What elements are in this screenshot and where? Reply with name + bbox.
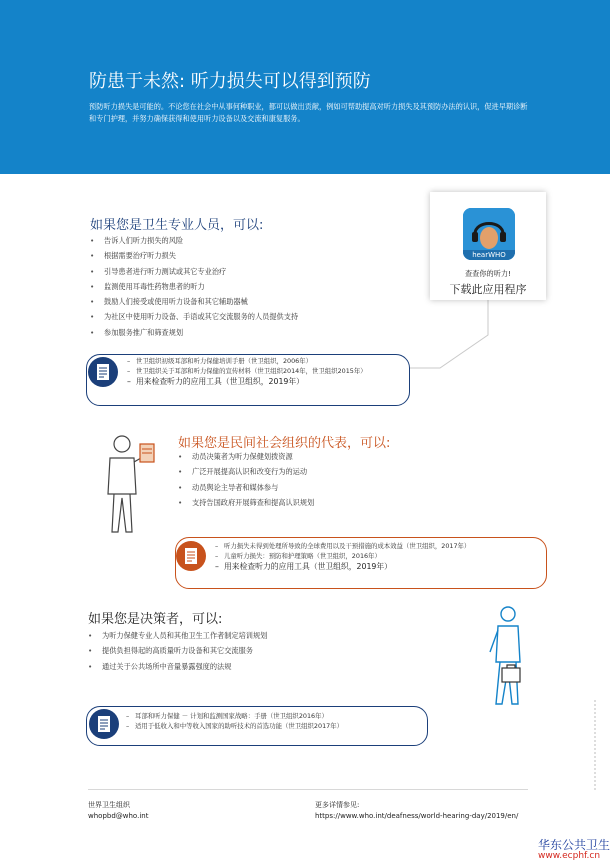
- app-promo-line2[interactable]: 下载此应用程序: [449, 283, 527, 296]
- resource-link[interactable]: – 耳部和听力保健 － 计划和监测国家战略：手册（世卫组织2016年）: [126, 712, 416, 722]
- footer-divider: [88, 789, 528, 790]
- resource-link[interactable]: – 儿童听力损失：预防和护理策略（世卫组织，2016年）: [215, 552, 535, 562]
- policy-resources-list: [126, 712, 416, 731]
- watermark-title: 华东公共卫生: [538, 838, 610, 852]
- list-item: • 为听力保健专业人员和其他卫生工作者制定培训规划: [88, 628, 267, 643]
- health-resources-list: [127, 357, 399, 388]
- watermark-url: www.ecphf.cn: [538, 851, 601, 861]
- policy-maker-title: 如果您是决策者，可以:: [88, 612, 223, 627]
- footer-url-link[interactable]: https://www.who.int/deafness/world-hearing-day/2019/en/: [315, 812, 519, 820]
- civil-resources-list: [215, 542, 535, 573]
- list-item: • 通过关于公共场所中音量暴露强度的法规: [88, 659, 267, 674]
- resource-link[interactable]: – 世卫组织关于耳部和听力保健的宣传材料（世卫组织2014年，世卫组织2015年）: [127, 367, 399, 377]
- civil-society-person-illustration: [100, 432, 160, 542]
- policy-maker-list: [88, 628, 267, 674]
- list-item: • 参加服务推广和筛查规划: [90, 325, 298, 340]
- document-icon: [176, 541, 206, 571]
- list-item: • 告诉人们听力损失的风险: [90, 233, 298, 248]
- footer-more-label: 更多详情参见:: [315, 801, 360, 809]
- list-item: • 支持告国政府开展筛查和提高认识规划: [178, 495, 314, 510]
- civil-society-list: [178, 449, 314, 510]
- page-intro: 预防听力损失是可能的。不论您在社会中从事何种职业，都可以做出贡献，例如可帮助提高对听力损失及其预防办法的认识，促进早期诊断和专门护理，并努力确保获得和使用听力设备以及交流和康复服务。: [89, 102, 528, 123]
- list-item: • 根据需要治疗听力损失: [90, 248, 298, 263]
- resource-link[interactable]: – 世卫组织初级耳部和听力保健培训手册（世卫组织，2006年）: [127, 357, 399, 367]
- list-item: • 引导患者进行听力测试或其它专业治疗: [90, 264, 298, 279]
- app-promo-line1: 查查你的听力!: [464, 269, 511, 278]
- page-title: 防患于未然: 听力损失可以得到预防: [89, 71, 371, 92]
- list-item: • 鼓励人们接受或使用听力设备和其它辅助器械: [90, 294, 298, 309]
- resource-link[interactable]: – 用来检查听力的应用工具（世卫组织，2019年）: [215, 561, 535, 573]
- health-professional-title: 如果您是卫生专业人员，可以:: [90, 218, 264, 233]
- document-icon: [89, 709, 119, 739]
- app-icon-label: hearWHO: [472, 251, 506, 259]
- health-professional-list: [90, 233, 298, 340]
- footer-email-link[interactable]: whopbd@who.int: [88, 812, 149, 820]
- resource-link[interactable]: – 听力损失未得到处理所导致的全球费用以及干预措施的成本效益（世卫组织，2017年）: [215, 542, 535, 552]
- list-item: • 为社区中使用听力设备、手语或其它交流服务的人员提供支持: [90, 309, 298, 324]
- policy-maker-person-illustration: [478, 604, 538, 714]
- list-item: • 动员决策者为听力保健划拨资源: [178, 449, 314, 464]
- list-item: • 动员舆论主导者和媒体参与: [178, 480, 314, 495]
- hearwho-app-icon[interactable]: [463, 208, 515, 260]
- document-icon: [88, 357, 118, 387]
- footer-org: 世界卫生组织: [88, 801, 130, 809]
- civil-society-title: 如果您是民间社会组织的代表，可以:: [178, 436, 391, 451]
- list-item: • 监测使用耳毒性药物患者的听力: [90, 279, 298, 294]
- resource-link[interactable]: – 适用于低收入和中等收入国家的助听技术的首选功能（世卫组织2017年）: [126, 722, 416, 732]
- print-marks: [592, 700, 598, 790]
- list-item: • 提供负担得起的高质量听力设备和其它交流服务: [88, 643, 267, 658]
- resource-link[interactable]: – 用来检查听力的应用工具（世卫组织，2019年）: [127, 376, 399, 388]
- list-item: • 广泛开展提高认识和改变行为的运动: [178, 464, 314, 479]
